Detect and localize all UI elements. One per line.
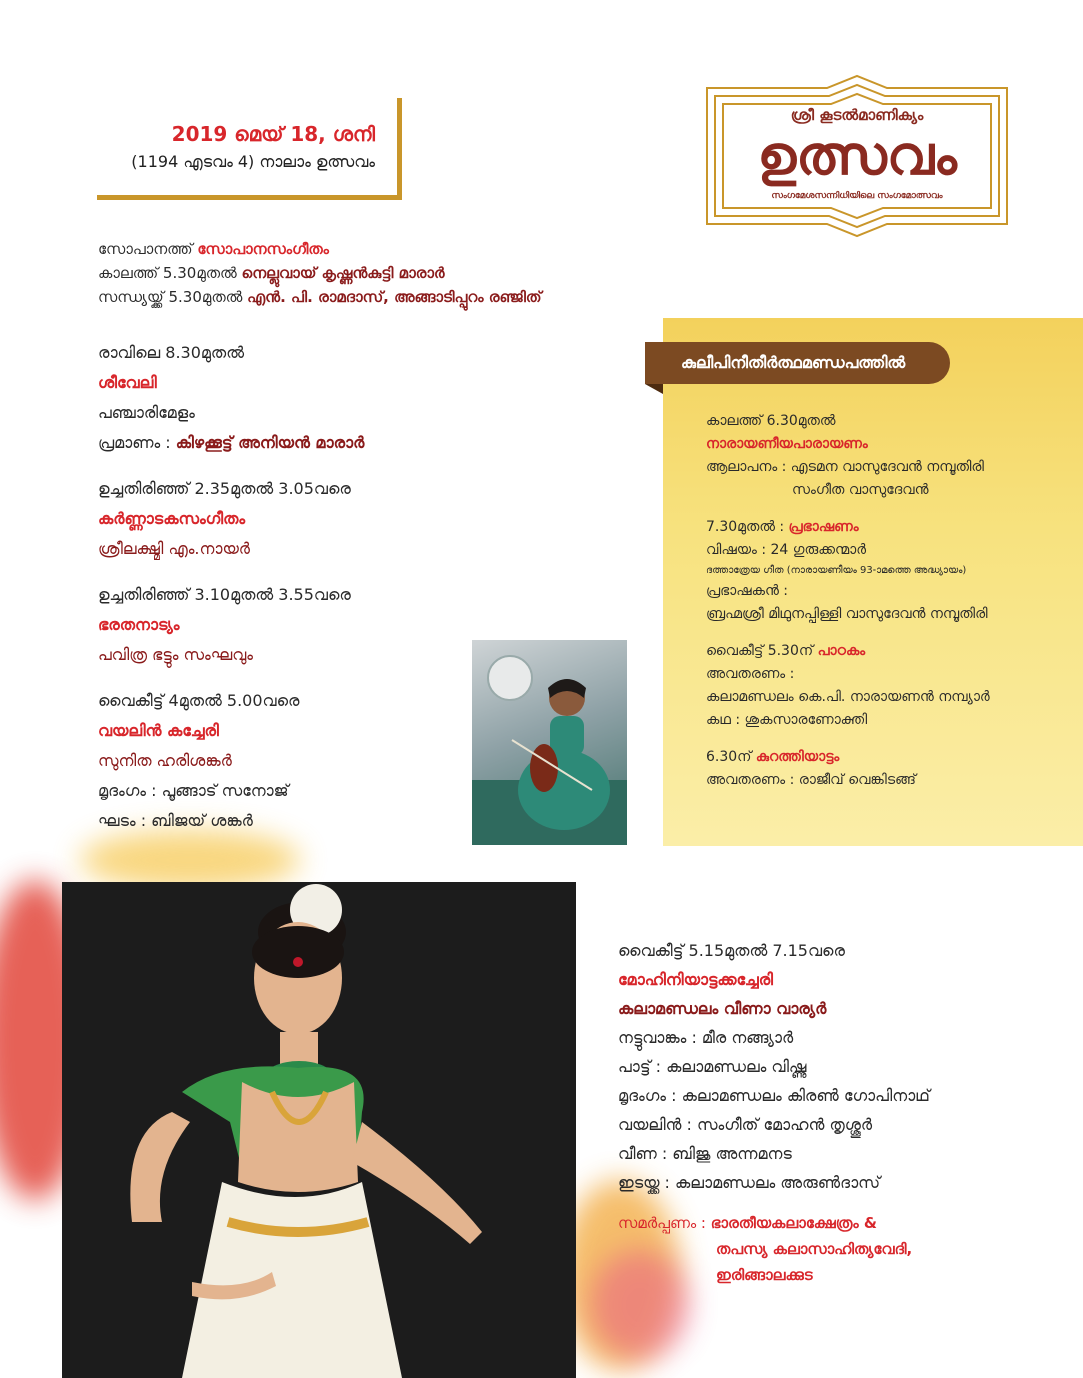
- sopanam-evening-time: സന്ധ്യയ്ക്ക് 5.30മുതൽ: [98, 288, 248, 306]
- karnataka-artist: ശ്രീലക്ഷ്മി എം.നായർ: [98, 539, 251, 558]
- samarppanam-block: [618, 1210, 912, 1288]
- mohiniyattam-violin: വയലിൻ : സംഗീത് മോഹൻ തൃശ്ശൂർ: [618, 1115, 873, 1134]
- violin-artist: സുനിത ഹരിശങ്കർ: [98, 751, 232, 770]
- dancer-photo: [62, 882, 576, 1378]
- logo-tagline: സംഗമേശസന്നിധിയിലെ സംഗമോത്സവം: [771, 191, 943, 201]
- mohiniyattam-edakka: ഇടയ്ക്ക : കലാമണ്ഡലം അരുൺദാസ്: [618, 1173, 881, 1192]
- alapanam-line-2: സംഗീത വാസുദേവൻ: [792, 482, 929, 498]
- prabhashanam-title: പ്രഭാഷണം: [788, 519, 859, 535]
- sopanam-section: [98, 237, 542, 309]
- festival-logo: [697, 74, 1017, 238]
- paatakam-title: പാഠകം: [817, 643, 866, 659]
- logo-temple-name: ശ്രീ കൂടൽമാണിക്യം: [790, 106, 924, 124]
- sheeveli-time: രാവിലെ 8.30മുതൽ: [98, 343, 245, 362]
- karnataka-time: ഉച്ചതിരിഞ്ഞ് 2.35മുതൽ 3.05വരെ: [98, 479, 351, 498]
- violin-section: [98, 686, 299, 836]
- bharatanatyam-time: ഉച്ചതിരിഞ്ഞ് 3.10മുതൽ 3.55വരെ: [98, 585, 351, 604]
- sopanam-morning-time: കാലത്ത് 5.30മുതൽ: [98, 264, 242, 282]
- event-date: 2019 മെയ് 18, ശനി: [171, 122, 375, 146]
- sheeveli-section: [98, 338, 364, 458]
- kurathi-time: 6.30ന്: [706, 749, 756, 765]
- violin-ghatam: ഘടം : ബിജയ് ശങ്കർ: [98, 811, 253, 830]
- samarppanam-place: ഇരിങ്ങാലക്കുട: [716, 1266, 813, 1284]
- vishayam-line: വിഷയം : 24 ഗുരുക്കന്മാർ: [706, 542, 867, 558]
- sheeveli-melam: പഞ്ചാരിമേളം: [98, 403, 195, 422]
- prabhashanam-time: 7.30മുതൽ :: [706, 519, 789, 535]
- sopanam-morning-artist: നെല്ലുവായ് കൃഷ്ണൻകുട്ടി മാരാർ: [241, 264, 445, 282]
- violin-title: വയലിൻ കച്ചേരി: [98, 721, 219, 740]
- sopanam-venue: സോപാനത്ത്: [98, 240, 198, 258]
- paatakam-katha: കഥ : ശുകസാരണോക്തി: [706, 712, 868, 728]
- sopanam-title: സോപാനസംഗീതം: [197, 240, 329, 258]
- karnataka-section: [98, 474, 351, 564]
- mohiniyattam-paattu: പാട്ട് : കലാമണ്ഡലം വിഷ്ണു: [618, 1057, 807, 1076]
- violin-mridangam: മൃദംഗം : പൂങ്ങാട് സനോജ്: [98, 781, 289, 800]
- bharatanatyam-section: [98, 580, 351, 670]
- bharatanatyam-title: ഭരതനാട്യം: [98, 615, 180, 634]
- bharatanatyam-artist: പവിത്ര ഭട്ടും സംഘവും: [98, 645, 253, 664]
- sheeveli-lead-name: കിഴക്കൂട്ട് അനിയൻ മാരാർ: [175, 433, 365, 452]
- prabhashakan-label: പ്രഭാഷകൻ :: [706, 583, 789, 599]
- orange-splash-mid: [80, 830, 300, 890]
- mandapam-tab: കുലീപിനീതീർത്ഥമണ്ഡപത്തിൽ: [645, 342, 950, 384]
- samarppanam-org-1: ഭാരതീയകലാക്ഷേത്രം &: [710, 1214, 877, 1232]
- mohiniyattam-veena: വീണ : ബിജു അന്നമനട: [618, 1144, 792, 1163]
- vishayam-note: ദത്താത്രേയ ഗീത (നാരായണീയം 93-ാമത്തെ അദ്ധ്യായം): [706, 565, 967, 576]
- violinist-photo: [472, 640, 627, 845]
- sheeveli-title: ശീവേലി: [98, 373, 157, 392]
- logo-title: ഉത്സവം: [757, 124, 957, 187]
- samarppanam-org-2: തപസ്യ കലാസാഹിത്യവേദി,: [716, 1240, 913, 1258]
- violin-time: വൈകീട്ട് 4മുതൽ 5.00വരെ: [98, 691, 300, 710]
- mohiniyattam-mridangam: മൃദംഗം : കലാമണ്ഡലം കിരൺ ഗോപിനാഥ്: [618, 1086, 930, 1105]
- mohiniyattam-artist: കലാമണ്ഡലം വീണാ വാര്യർ: [618, 999, 827, 1018]
- gold-rule-vertical: [397, 98, 402, 198]
- sopanam-evening-artists: എൻ. പി. രാമദാസ്, അങ്ങാടിപ്പുറം രഞ്ജിത്: [247, 288, 542, 306]
- gold-rule-horizontal: [97, 195, 402, 200]
- kurathi-title: കുറത്തിയാട്ടം: [755, 749, 840, 765]
- mohiniyattam-title: മോഹിനിയാട്ടക്കച്ചേരി: [618, 970, 774, 989]
- paatakam-name: കലാമണ്ഡലം കെ.പി. നാരായണൻ നമ്പ്യാർ: [706, 689, 990, 705]
- festival-day: (1194 എടവം 4) നാലാം ഉത്സവം: [131, 152, 375, 171]
- mohiniyattam-time: വൈകീട്ട് 5.15മുതൽ 7.15വരെ: [618, 941, 845, 960]
- date-block: [97, 98, 405, 200]
- sheeveli-lead-label: പ്രമാണം :: [98, 433, 176, 452]
- alapanam-line: ആലാപനം : എടമന വാസുദേവൻ നമ്പൂതിരി: [706, 459, 984, 475]
- paatakam-label: അവതരണം :: [706, 666, 795, 682]
- kurathi-performer: അവതരണം : രാജീവ് വെങ്കിടങ്ങ്: [706, 772, 916, 788]
- paatakam-time: വൈകീട്ട് 5.30ന്: [706, 643, 818, 659]
- panel-schedule: [706, 410, 990, 792]
- karnataka-title: കർണ്ണാടകസംഗീതം: [98, 509, 246, 528]
- samarppanam-label: സമർപ്പണം :: [618, 1214, 711, 1232]
- narayaneeyam-title: നാരായണീയപാരായണം: [706, 436, 868, 452]
- narayaneeyam-time: കാലത്ത് 6.30മുതൽ: [706, 413, 836, 429]
- mohiniyattam-section: [618, 936, 930, 1197]
- prabhashakan-name: ബ്രഹ്മശ്രീ മിഥുനപ്പിള്ളി വാസുദേവൻ നമ്പൂതിരി: [706, 606, 988, 622]
- mohiniyattam-nattuvangam: നട്ടുവാങ്കം : മീര നങ്ങ്യാർ: [618, 1028, 794, 1047]
